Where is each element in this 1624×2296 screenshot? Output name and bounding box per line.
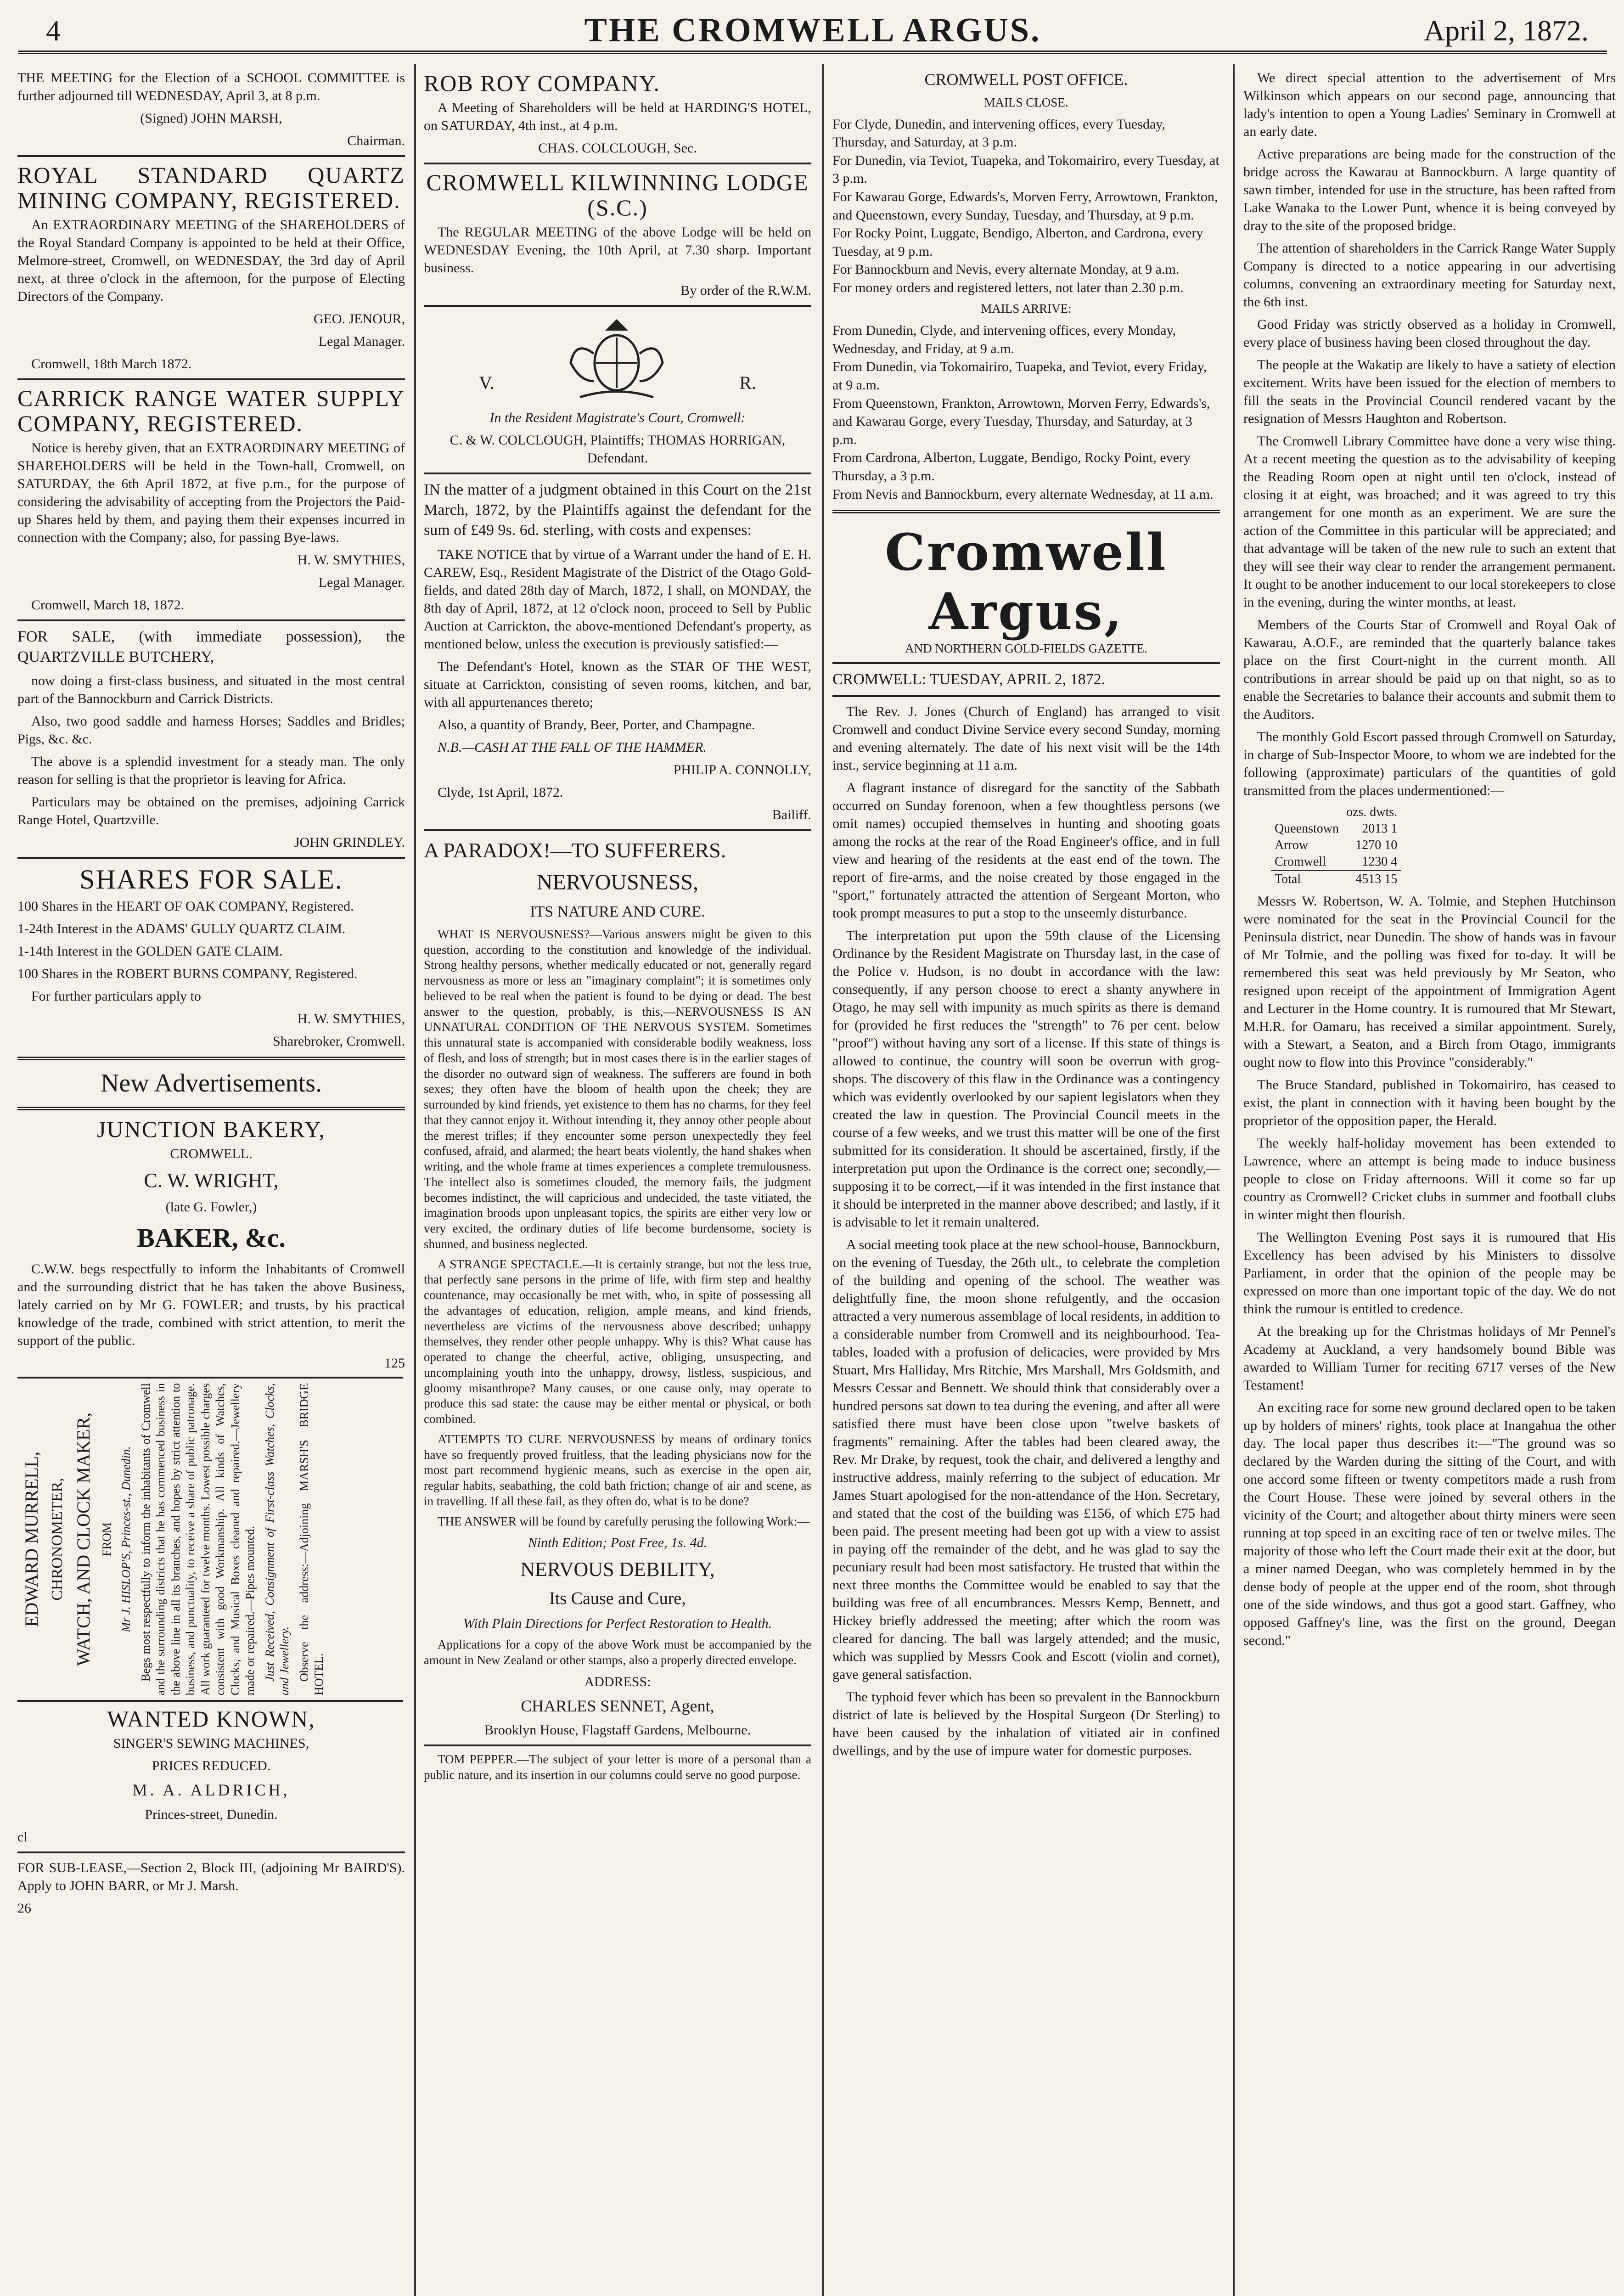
mails-arrive-label: MAILS ARRIVE: <box>981 302 1072 316</box>
rob-roy-notice <box>424 71 811 157</box>
editorial-subtitle: AND NORTHERN GOLD-FIELDS GAZETTE. <box>905 642 1147 656</box>
mail-schedule-item: From Nevis and Bannockburn, every alternate Wednesday, at 11 a.m. <box>832 486 1214 502</box>
gold-value: 1270 10 <box>1355 838 1398 852</box>
ad-from: FROM <box>100 1522 113 1556</box>
news-paragraph: The Wellington Evening Post says it is rumoured that His Excellency has been advised by his Ministers to dissolve Parliament, in order that the opinion of the people may be expressed on more than one important topic of the day. We do not think the rumour is entitled to credence. <box>1243 1230 1616 1317</box>
news-paragraph: The interpretation put upon the 59th clause of the Licensing Ordinance by the Resident Magistrate on Thursday last, in the case of the Police v. Hudson, is no doubt in accordance with the law: consequently, if any person choose to erect a shanty anywhere in Otago, he may sell with impunity as much spirits as there is demand for (provided he first reduces the "strength" to 76 per cent. below "proof") without having any sort of a license. If this state of things is allowed to continue, the country will soon be overrun with grog-shops. The discovery of this flaw in the Ordinance was a contingency which was evidently overlooked by our sapient legislators when they created the law in question. The Provincial Council meets in the course of a few weeks, and we trust this matter will be one of the first submitted for its consideration. It should be ascertained, firstly, if the interpretation put upon the Ordinance is the correct one; secondly,—supposing it to be correct,—if it was intended in the first instance that it should be interpreted in the manner above described; and lastly, if it is advisable to let it remain unaltered. <box>832 928 1220 1230</box>
ad-signer: H. W. SMYTHIES, <box>297 1011 405 1027</box>
ad-consignment: Just Received, Consignment of First-class Watches, Clocks, and Jewellery. <box>263 1383 291 1695</box>
gold-escort-table <box>1271 804 1401 888</box>
crest-letter-r: R. <box>739 372 756 393</box>
kilwinning-notice <box>424 170 811 299</box>
trade-label: BAKER, &c. <box>137 1223 286 1253</box>
royal-crest <box>424 312 811 409</box>
mail-schedule-item: For Bannockburn and Nevis, every alternate Monday, at 9 a.m. <box>832 262 1180 277</box>
ad-body: A STRANGE SPECTACLE.—It is certainly strange, but not the less true, that perfectly sane persons in the prime of life, with firm step and healthy countenance, may occasionally be met with, who, in spite of possessing all the advantages of education, religion, ample means, and kind friends, nevertheless are victims of the nervousness above described; unhappy themselves, they render other people unhappy. Why is this? What cause has operated to change the cheerful, active, obliging, unsuspecting, and uncomplaining youth into the unhappy, drowsy, listless, suspicious, and gloomy misanthrope? Many causes, or one cause only, may operate to produce this sad state: the cause may be either mental or physical, or both combined. <box>424 1257 811 1426</box>
notice-signer: By order of the R.W.M. <box>680 283 811 298</box>
ad-heading: A PARADOX!—TO SUFFERERS. <box>424 838 726 862</box>
school-meeting-notice <box>17 69 405 150</box>
news-paragraph: Members of the Courts Star of Cromwell and Royal Oak of Kawarau, A.O.F., are reminded that the quarterly balance takes place on the first Court-night in the current month. All contributions in arrear should be paid up on that night, so as to enable the Secretaries to balance their accounts and submit them to the Auditors. <box>1243 617 1616 722</box>
notice-text: THE MEETING for the Election of a SCHOOL COMMITTEE is further adjourned till WEDNESDAY, April 3, at 8 p.m. <box>17 70 405 103</box>
ad-body: C.W.W. begs respectfully to inform the Inhabitants of Cromwell and the surrounding district that he has taken the above Business, lately carried on by Mr G. FOWLER; and trusts, by his practical knowledge of the trade, combined with strict attention, to merit the support of the public. <box>17 1261 405 1348</box>
mail-schedule-item: For Dunedin, via Teviot, Tuapeka, and Tokomairiro, every Tuesday, at 3 p.m. <box>832 152 1219 186</box>
sublease-ad <box>17 1859 405 1917</box>
murrell-ad <box>17 1377 403 1702</box>
mail-schedule-item: For Kawarau Gorge, Edwards's, Morven Ferry, Arrowtown, Frankton, and Queenstown, every Sunday, Tuesday, and Thursday, at 9 p.m. <box>832 189 1218 223</box>
editorial-masthead <box>832 523 1220 657</box>
mail-schedule-item: From Cardrona, Alberton, Luggate, Bendigo, Rocky Point, every Thursday, a 3 p.m. <box>832 450 1191 484</box>
ad-text: Also, two good saddle and harness Horses; Saddles and Bridles; Pigs, &c. &c. <box>17 714 405 747</box>
carrick-water-notice <box>17 386 405 614</box>
table-row <box>1271 821 1401 837</box>
ad-body: WHAT IS NERVOUSNESS?—Various answers might be given to this question, according to the constitution and knowledge of the individual. Strong healthy persons, whether medically educated or not, generally regard nervousness as more or less an "imaginary complaint"; it is sometimes only believed to be real when the patient is found to be dying or dead. The best answer to the question, probably, is this,—NERVOUSNESS IS AN UNNATURAL CONDITION OF THE NERVOUS SYSTEM. Sometimes this unnatural state is accompanied with considerable bodily weakness, loss of flesh, and loss of strength; but in most cases there is in the earlier stages of the disorder no outward sign of weakness. The sufferers are found in both sexes; they often have the bloom of health upon the cheek; they are surrounded by kind friends, yet existence to them has no charms, for they feel that they cannot enjoy it. Without intending it, they annoy other people about the merest trifles; if they encounter some person unexpectedly they feel confused, afraid, and alarmed; the heart beats violently, the hand shakes when writing, and the whole frame at times experiences a complete tremulousness. The intellect also is sometimes clouded, the memory fails, the judgment becomes indistinct, the will capricious and undecided, the taste vitiated, the imagination broods upon unpleasant topics, the spirits are either very low or very excited, the ordinary duties of life become burdensome, society is shunned, and business neglected. <box>424 927 811 1251</box>
proprietor-name: C. W. WRIGHT, <box>144 1169 279 1192</box>
editorial-dateline: CROMWELL: TUESDAY, APRIL 2, 1872. <box>832 670 1106 688</box>
ad-heading: SHARES FOR SALE. <box>79 864 343 895</box>
news-paragraph: The Bruce Standard, published in Tokomairiro, has ceased to exist, the plant in connection with it having been bought by the proprietor of the opposition paper, the Herald. <box>1243 1077 1616 1128</box>
court-text: N.B.—CASH AT THE FALL OF THE HAMMER. <box>438 739 707 755</box>
notice-signed: (Signed) JOHN MARSH, <box>140 111 282 126</box>
notice-body: Notice is hereby given, that an EXTRAORDINARY MEETING of SHAREHOLDERS will be held in the Town-hall, Cromwell, on SATURDAY, the 6th April 1872, at five p.m., for the purpose of considering the advisability of accepting from the Projectors the Paid-up Shares held by them, and paying them their expenses incurred in connection with the Company; also, for passing Bye-laws. <box>17 440 405 545</box>
page-number: 4 <box>46 14 61 47</box>
ad-prev: Mr J. HISLOP'S, Princes-st., Dunedin. <box>119 1446 133 1632</box>
ad-ref: 26 <box>17 1900 31 1916</box>
column-1 <box>9 64 413 2296</box>
ad-ref: cl <box>17 1829 28 1845</box>
ad-ref: 125 <box>384 1355 405 1371</box>
ad-text: Particulars may be obtained on the premises, adjoining Carrick Range Hotel, Quartzville. <box>17 794 405 828</box>
court-text: Also, a quantity of Brandy, Beer, Porter, and Champagne. <box>438 717 755 732</box>
butchery-for-sale <box>17 627 405 851</box>
ad-text: For further particulars apply to <box>31 989 201 1004</box>
court-notice <box>424 312 811 824</box>
mail-schedule-item: From Queenstown, Frankton, Arrowtown, Morven Ferry, Edwards's, and Kawarau Gorge, every Tuesday, Thursday, and Saturday, at 3 p.m. <box>832 395 1210 447</box>
gold-total-value: 4513 15 <box>1355 872 1398 886</box>
mail-schedule-item: For money orders and registered letters, not later than 2.30 p.m. <box>832 280 1184 295</box>
notice-body: An EXTRAORDINARY MEETING of the SHAREHOLDERS of the Royal Standard Company is appointed to be held at their Office, Melmore-street, Cromwell, on WEDNESDAY, the 3rd day of April next, at three o'clock in the afternoon, for the purpose of Electing Directors of the Company. <box>17 217 405 304</box>
news-paragraph: A flagrant instance of disregard for the sanctity of the Sabbath occurred on Sunday forenoon, when a few thoughtless persons (we omit names) occupied themselves in hunting and shooting goats among the rocks at the rear of the Road Engineer's office, and in full view and hearing of the residents at the east end of the town. The report of fire-arms, and the noise created by those engaged in the "sport," fortunately attracted the attention of Sergeant Morton, who took prompt measures to put a stop to the unseemly disturbance. <box>832 780 1220 921</box>
ad-body: Applications for a copy of the above Work must be accompanied by the amount in New Zealand or other stamps, also a properly directed envelope. <box>424 1638 811 1667</box>
share-item: 1-24th Interest in the ADAMS' GULLY QUARTZ CLAIM. <box>17 921 346 937</box>
notice-heading: CROMWELL KILWINNING LODGE (S.C.) <box>426 169 809 220</box>
notice-signer: CHAS. COLCLOUGH, Sec. <box>538 141 697 156</box>
gold-total-label: Total <box>1275 872 1301 886</box>
ad-subheading: CROMWELL. <box>170 1146 253 1162</box>
column-3 <box>824 64 1228 2296</box>
ad-name: M. A. ALDRICH, <box>132 1780 290 1799</box>
ad-body: THE ANSWER will be found by carefully perusing the following Work:— <box>438 1514 810 1528</box>
notice-heading: ROYAL STANDARD QUARTZ MINING COMPANY, REGISTERED. <box>17 162 405 213</box>
ad-subtitle: ITS NATURE AND CURE. <box>530 903 705 920</box>
ad-heading: WANTED KNOWN, <box>107 1705 315 1732</box>
news-paragraph: At the breaking up for the Christmas holidays of Mr Pennel's Academy at Auckland, a very handsomely bound Bible was awarded to William Turner for reciting 6717 verses of the New Testament! <box>1243 1324 1616 1393</box>
news-paragraph: The Rev. J. Jones (Church of England) has arranged to visit Cromwell and conduct Divine Service every second Sunday, morning and evening alternately. The date of his next visit will be the 14th inst., service beginning at 11 a.m. <box>832 704 1220 773</box>
ad-heading: FOR SALE, (with immediate possession), the QUARTZVILLE BUTCHERY, <box>17 628 405 666</box>
gold-unit-header: ozs. dwts. <box>1346 805 1398 819</box>
news-paragraph: Good Friday was strictly observed as a holiday in Cromwell, every place of business having been closed throughout the day. <box>1243 317 1616 350</box>
news-paragraph: The typhoid fever which has been so prevalent in the Bannockburn district of late is believed by the Hospital Surgeon (Dr Sterling) to have been caused by the inhalation of vitiated air in confined dwellings, and by the use of impure water for domestic purposes. <box>832 1689 1220 1759</box>
share-item: 100 Shares in the ROBERT BURNS COMPANY, Registered. <box>17 966 358 982</box>
royal-standard-notice <box>17 163 405 373</box>
ad-address: Princes-street, Dunedin. <box>145 1806 278 1822</box>
news-paragraph: We direct special attention to the advertisement of Mrs Wilkinson which appears on our second page, announcing that lady's intention to open a Young Ladies' Seminary in Cromwell at an early date. <box>1243 70 1616 139</box>
court-text: TAKE NOTICE that by virtue of a Warrant under the hand of E. H. CAREW, Esq., Resident Magistrate of the District of the Otago Gold-fields, and dated 28th day of March, 1872, I shall, on MONDAY, the 8th day of April, 1872, at 12 o'clock noon, proceed to Sell by Public Auction at Carrickton, the above-mentioned Defendant's property, as mentioned below, unless the execution is previously satisfied:— <box>424 546 811 652</box>
column-4 <box>1235 64 1624 2296</box>
notice-heading: CROMWELL POST OFFICE. <box>924 70 1128 89</box>
mail-schedule-item: For Clyde, Dunedin, and intervening offices, every Tuesday, Thursday, and Saturday, at 3 p.m. <box>832 116 1165 150</box>
court-text: The Defendant's Hotel, known as the STAR OF THE WEST, situate at Carrickton, consisting of seven rooms, kitchen, and bar, with all appurtenances thereto; <box>424 658 811 710</box>
share-item: 1-14th Interest in the GOLDEN GATE CLAIM. <box>17 944 283 959</box>
proprietor-late: (late G. Fowler,) <box>165 1199 257 1215</box>
ad-role: Sharebroker, Cromwell. <box>273 1034 405 1049</box>
book-subtitle: Its Cause and Cure, <box>549 1588 686 1608</box>
notice-heading: CARRICK RANGE WATER SUPPLY COMPANY, REGISTERED. <box>17 385 405 436</box>
court-role: Bailiff. <box>772 807 811 822</box>
notice-date: Cromwell, 18th March 1872. <box>31 356 192 371</box>
ad-text: FOR SUB-LEASE,—Section 2, Block III, (adjoining Mr BAIRD'S). Apply to JOHN BARR, or Mr J. Marsh. <box>17 1860 405 1893</box>
news-paragraph: The monthly Gold Escort passed through Cromwell on Saturday, in charge of Sub-Inspector Moore, to whom we are indebted for the following (approximate) particulars of the quantities of gold transmitted from the places undermentioned:— <box>1243 729 1616 798</box>
notice-role: Legal Manager. <box>318 334 405 349</box>
news-paragraph: An exciting race for some new ground declared open to be taken up by holders of miners' rights, took place at Inangahua the other day. The local paper thus describes it:—"The ground was so declared by the Warden during the sitting of the Court, and with one accord some fifteen or twenty competitors made a rush from the Court House. These were joined by several others in the vicinity of the Court; and altogether about thirty miners were seen running at top speed in an exciting race of ten or twelve miles. The majority of those who left the Court made their exit at the door, but a miner named Deegan, who was completely hemmed in by the dense body of people at the upper end of the room, shot through one of the side windows, and thus got a good start. Gaffney, who opposed Gaffney's line, was the first on the ground, Deegan second." <box>1243 1400 1616 1648</box>
ad-address: Observe the address:—Adjoining MARSH'S BRIDGE HOTEL. <box>297 1383 326 1695</box>
crest-letter-v: V. <box>479 372 495 393</box>
ad-text: The above is a splendid investment for a steady man. The only reason for selling is that the proprietor is leaving for Africa. <box>17 754 405 788</box>
news-paragraph: Active preparations are being made for the construction of the bridge across the Kawarau at Bannockburn. A large quantity of sawn timber, intended for use in the structure, has been rafted from Lake Wanaka to the Lower Punt, whence it is being conveyed by dray to the site of the proposed bridge. <box>1243 146 1616 233</box>
notice-signer: GEO. JENOUR, <box>313 311 405 326</box>
news-paragraph: The people at the Wakatip are likely to have a satiety of election excitement. Writs have been issued for the election of members to fill the seats in the Provincial Council rendered vacant by the resignation of Messrs Haughton and Robertson. <box>1243 357 1616 426</box>
ad-trade: WATCH, AND CLOCK MAKER, <box>73 1412 94 1666</box>
gold-place: Queenstown <box>1275 822 1339 836</box>
share-item: 100 Shares in the HEART OF OAK COMPANY, Registered. <box>17 899 354 914</box>
notice-date: Cromwell, March 18, 1872. <box>31 597 185 613</box>
news-paragraph: The attention of shareholders in the Carrick Range Water Supply Company is directed to a notice appearing in our advertising columns, convening an extraordinary meeting for Saturday next, the 6th inst. <box>1243 241 1616 310</box>
ad-title: NERVOUSNESS, <box>536 870 699 895</box>
junction-bakery-ad <box>17 1117 405 1372</box>
gold-value: 1230 4 <box>1362 855 1398 869</box>
news-paragraph: The weekly half-holiday movement has been extended to Lawrence, where an attempt is being made to induce business people to close on Friday afternoons. Will it come so far up country as Cromwell? Cricket clubs in summer and football clubs in winter might then flourish. <box>1243 1136 1616 1222</box>
table-total-row <box>1271 871 1401 888</box>
ad-heading: JUNCTION BAKERY, <box>97 1116 326 1142</box>
ad-body: ATTEMPTS TO CURE NERVOUSNESS by means of ordinary tonics have so frequently proved fruitless, that the leading physicians now for the most part recommend hygienic means, such as exercise in the open air, regular habits, seabathing, the cold bath friction; change of air and scene, as in travelling. If all these fail, as they often do, what is to be done? <box>424 1432 811 1508</box>
agent-name: CHARLES SENNET, Agent, <box>521 1696 714 1715</box>
gold-place: Cromwell <box>1275 855 1326 869</box>
post-office-notice <box>832 69 1220 503</box>
mail-schedule-item: From Dunedin, Clyde, and intervening offices, every Monday, Wednesday, and Friday, at 9 a.m. <box>832 323 1176 356</box>
ad-line: PRICES REDUCED. <box>152 1758 271 1773</box>
shares-for-sale <box>17 864 405 1050</box>
notice-role: Legal Manager. <box>318 575 405 590</box>
ad-trade: CHRONOMETER, <box>49 1478 66 1601</box>
editorial-title: Cromwell Argus, <box>885 523 1168 642</box>
table-row <box>1271 854 1401 871</box>
mails-close-label: MAILS CLOSE. <box>984 95 1068 109</box>
correspondent-note: TOM PEPPER.—The subject of your letter is more of a personal than a public nature, and its insertion in our columns could serve no good purpose. <box>424 1752 811 1782</box>
crest-icon <box>562 312 672 404</box>
notice-signer: H. W. SMYTHIES, <box>297 552 405 568</box>
column-rule <box>1233 64 1235 2296</box>
gold-place: Arrow <box>1275 838 1309 852</box>
news-paragraph: The Cromwell Library Committee have done a very wise thing. At a recent meeting the question as to the advisability of keeping the Reading Room open at night until ten o'clock, instead of closing it at eight, was broached; and it was agreed to try this arrangement for one month as an experiment. We are sure the action of the Committee in this particular will be appreciated; and that advantage will be taken of the new rule to such an extent that they will see their way clear to render the arrangement permanent. It ought to be another inducement to our local storekeepers to close in the evening, during the winter months, at least. <box>1243 433 1616 610</box>
court-name: In the Resident Magistrate's Court, Cromwell: <box>489 410 746 425</box>
notice-body: The REGULAR MEETING of the above Lodge will be held on WEDNESDAY Evening, the 10th April, at 7.30 sharp. Important business. <box>424 225 811 276</box>
table-row <box>1271 837 1401 854</box>
notice-heading: ROB ROY COMPANY. <box>424 70 661 96</box>
mail-schedule-item: From Dunedin, via Tokomairiro, Tuapeka, and Teviot, every Friday, at 9 a.m. <box>832 359 1207 393</box>
page-header <box>18 9 1607 54</box>
ad-line: SINGER'S SEWING MACHINES, <box>113 1735 309 1751</box>
news-paragraph: A social meeting took place at the new school-house, Bannockburn, on the evening of Tuesday, the 26th ult., to celebrate the completion of the building and opening of the school. The weather was delightfully fine, the moon shone refulgently, and the occasion attracted a very numerous assemblage of local residents, in addition to a considerable number from Cromwell and its neighbourhood. Tea-tables, loaded with a profusion of delicacies, were provided by Mrs Stuart, Mrs Halliday, Mrs Ritchie, Mrs Marshall, Mrs Goldsmith, and Messrs Cessar and Bennett. We should think that considerably over a hundred persons sat down to tea during the evening, and after all were satisfied there must have been close upon "twelve baskets of fragments" remaining. After the tables had been cleared away, the Rev. Mr Drake, by request, took the chair, and delivered a lengthy and instructive address, mainly referring to the subject of education. Mr James Stuart apologised for the non-attendance of the Hon. Secretary, and stated that the cost of the building was £156, of which £75 had been paid. The present meeting had been got up with a view to assist in paying off the remainder of the debt, and he was glad to say the pecuniary result had been most satisfactory. He trusted that within the next three months the Committee would be enabled to say that the building was free of all encumbrances. Messrs Kemp, Bennett, and Hickey briefly addressed the meeting; after which the room was cleared for dancing. The ball was largely attended; and the music, which was supplied by Messrs Cook and Escott (violin and cornet), gave general satisfaction. <box>832 1237 1220 1683</box>
new-advertisements-heading: New Advertisements. <box>100 1069 322 1098</box>
ad-body: Begs most respectfully to inform the inhabitants of Cromwell and the surrounding districts that he has commenced business in the above line in all its branches, and hopes by strict attention to business, and punctuality, to receive a share of public patronage. All work guaranteed for twelve months. Lowest possible charges consistent with good Workmanship. All kinds of Watches, Clocks, and Musical Boxes cleaned and repaired.—Jewellery made or repaired.—Pipes mounted. <box>139 1383 257 1695</box>
address-label: ADDRESS: <box>584 1674 651 1689</box>
issue-date: April 2, 1872. <box>1423 14 1589 47</box>
court-parties: C. & W. COLCLOUGH, Plaintiffs; THOMAS HORRIGAN, Defendant. <box>450 433 786 466</box>
notice-role: Chairman. <box>347 133 405 148</box>
book-edition: Ninth Edition; Post Free, 1s. 4d. <box>528 1535 708 1551</box>
ad-text: now doing a first-class business, and situated in the most central part of the Bannockburn and Carrick Districts. <box>17 673 405 707</box>
court-signer: PHILIP A. CONNOLLY, <box>673 762 811 777</box>
mail-schedule-item: For Rocky Point, Luggate, Bendigo, Alberton, and Cardrona, every Tuesday, at 9 p.m. <box>832 225 1203 259</box>
paradox-ad <box>424 837 811 1739</box>
court-text: IN the matter of a judgment obtained in this Court on the 21st March, 1872, by the Plaintiffs against the defendant for the sum of £49 9s. 6d. sterling, with costs and expenses: <box>424 481 811 539</box>
agent-address: Brooklyn House, Flagstaff Gardens, Melbourne. <box>484 1722 751 1738</box>
book-title: NERVOUS DEBILITY, <box>520 1558 715 1581</box>
notice-body: A Meeting of Shareholders will be held at HARDING'S HOTEL, on SATURDAY, 4th inst., at 4 p.m. <box>424 100 811 133</box>
book-note: With Plain Directions for Perfect Restoration to Health. <box>463 1616 772 1632</box>
column-rule <box>822 64 824 2296</box>
column-2 <box>416 64 820 2296</box>
ad-signer: JOHN GRINDLEY. <box>294 835 405 850</box>
ad-name: EDWARD MURRELL, <box>21 1451 42 1627</box>
wanted-known-ad <box>17 1706 405 1846</box>
newspaper-title: THE CROMWELL ARGUS. <box>584 11 1041 49</box>
gold-value: 2013 1 <box>1362 822 1398 836</box>
court-place: Clyde, 1st April, 1872. <box>438 784 563 800</box>
news-paragraph: Messrs W. Robertson, W. A. Tolmie, and Stephen Hutchinson were nominated for the seat in the Provincial Council for the Peninsula district, near Dunedin. The show of hands was in favour of Mr Tolmie, and the polling was fixed for to-day. It will be remembered this seat was held previously by Mr Seaton, who resigned upon receipt of the appointment of Immigration Agent and Lecturer in the Home country. It is rumoured that Mr Stewart, M.H.R. for Oamaru, has received a similar appointment. Surely, with a Stewart, a Seaton, and a Birch from Otago, immigrants ought now to flow into this Province "considerably." <box>1243 894 1616 1070</box>
